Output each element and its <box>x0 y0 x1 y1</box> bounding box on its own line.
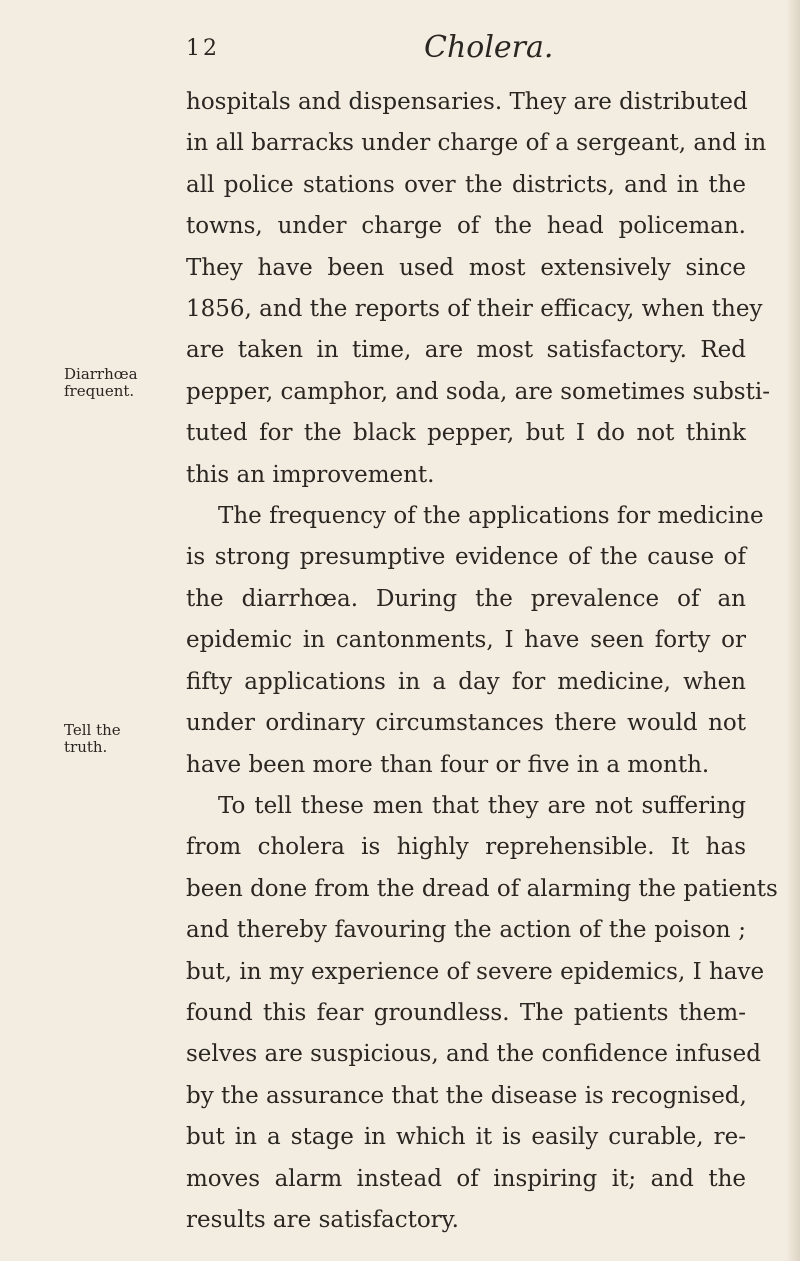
text-line: The frequency of the applications for medicine <box>218 503 764 530</box>
text-line: the diarrhœa. During the prevalence of an <box>186 585 746 612</box>
text-line: pepper, camphor, and soda, are sometimes substi- <box>186 378 770 405</box>
page-edge-shadow <box>786 0 800 1261</box>
text-line: moves alarm instead of inspiring it; and the <box>186 1165 746 1192</box>
text-line: in all barracks under charge of a sergeant, and in <box>186 130 767 157</box>
text-line: epidemic in cantonments, I have seen forty or <box>186 627 746 654</box>
text-line: results are satisfactory. <box>186 1206 459 1233</box>
running-title: Cholera. <box>424 30 554 65</box>
text-line: They have been used most extensively since <box>186 254 746 281</box>
text-line: To tell these men that they are not suffering <box>218 792 746 819</box>
text-line: fifty applications in a day for medicine, when <box>186 668 746 695</box>
text-line: but in a stage in which it is easily curable, re- <box>186 1124 746 1151</box>
text-line: under ordinary circumstances there would not <box>186 710 746 737</box>
marginal-note-line: Tell the <box>64 721 121 739</box>
marginal-note-tell-the-truth <box>64 722 174 756</box>
text-line: tuted for the black pepper, but I do not think <box>186 420 746 447</box>
text-line: is strong presumptive evidence of the cause of <box>186 544 746 571</box>
marginal-note-line: frequent. <box>64 382 135 400</box>
text-line: hospitals and dispensaries. They are distributed <box>186 89 748 115</box>
text-line: and thereby favouring the action of the poison ; <box>186 917 746 944</box>
text-line: selves are suspicious, and the confidence infused <box>186 1041 761 1068</box>
text-line: have been more than four or five in a month. <box>186 751 710 778</box>
text-line: all police stations over the districts, and in the <box>186 171 746 198</box>
marginal-note-line: truth. <box>64 738 108 756</box>
text-line: this an improvement. <box>186 461 435 488</box>
page-header <box>0 30 800 70</box>
text-line: but, in my experience of severe epidemics, I have <box>186 958 765 985</box>
text-line: found this fear groundless. The patients them- <box>186 999 746 1026</box>
text-line: are taken in time, are most satisfactory. Red <box>186 337 746 364</box>
body-text <box>186 82 778 1241</box>
text-line: from cholera is highly reprehensible. It has <box>186 834 746 861</box>
page-number: 12 <box>186 36 220 61</box>
text-line: 1856, and the reports of their efficacy, when they <box>186 296 763 323</box>
marginal-note-line: Diarrhœa <box>64 365 138 383</box>
text-line: by the assurance that the disease is recognised, <box>186 1082 747 1109</box>
text-line: been done from the dread of alarming the patients <box>186 875 778 902</box>
marginal-note-diarrhoea <box>64 366 174 400</box>
text-line: towns, under charge of the head policeman. <box>186 213 746 240</box>
